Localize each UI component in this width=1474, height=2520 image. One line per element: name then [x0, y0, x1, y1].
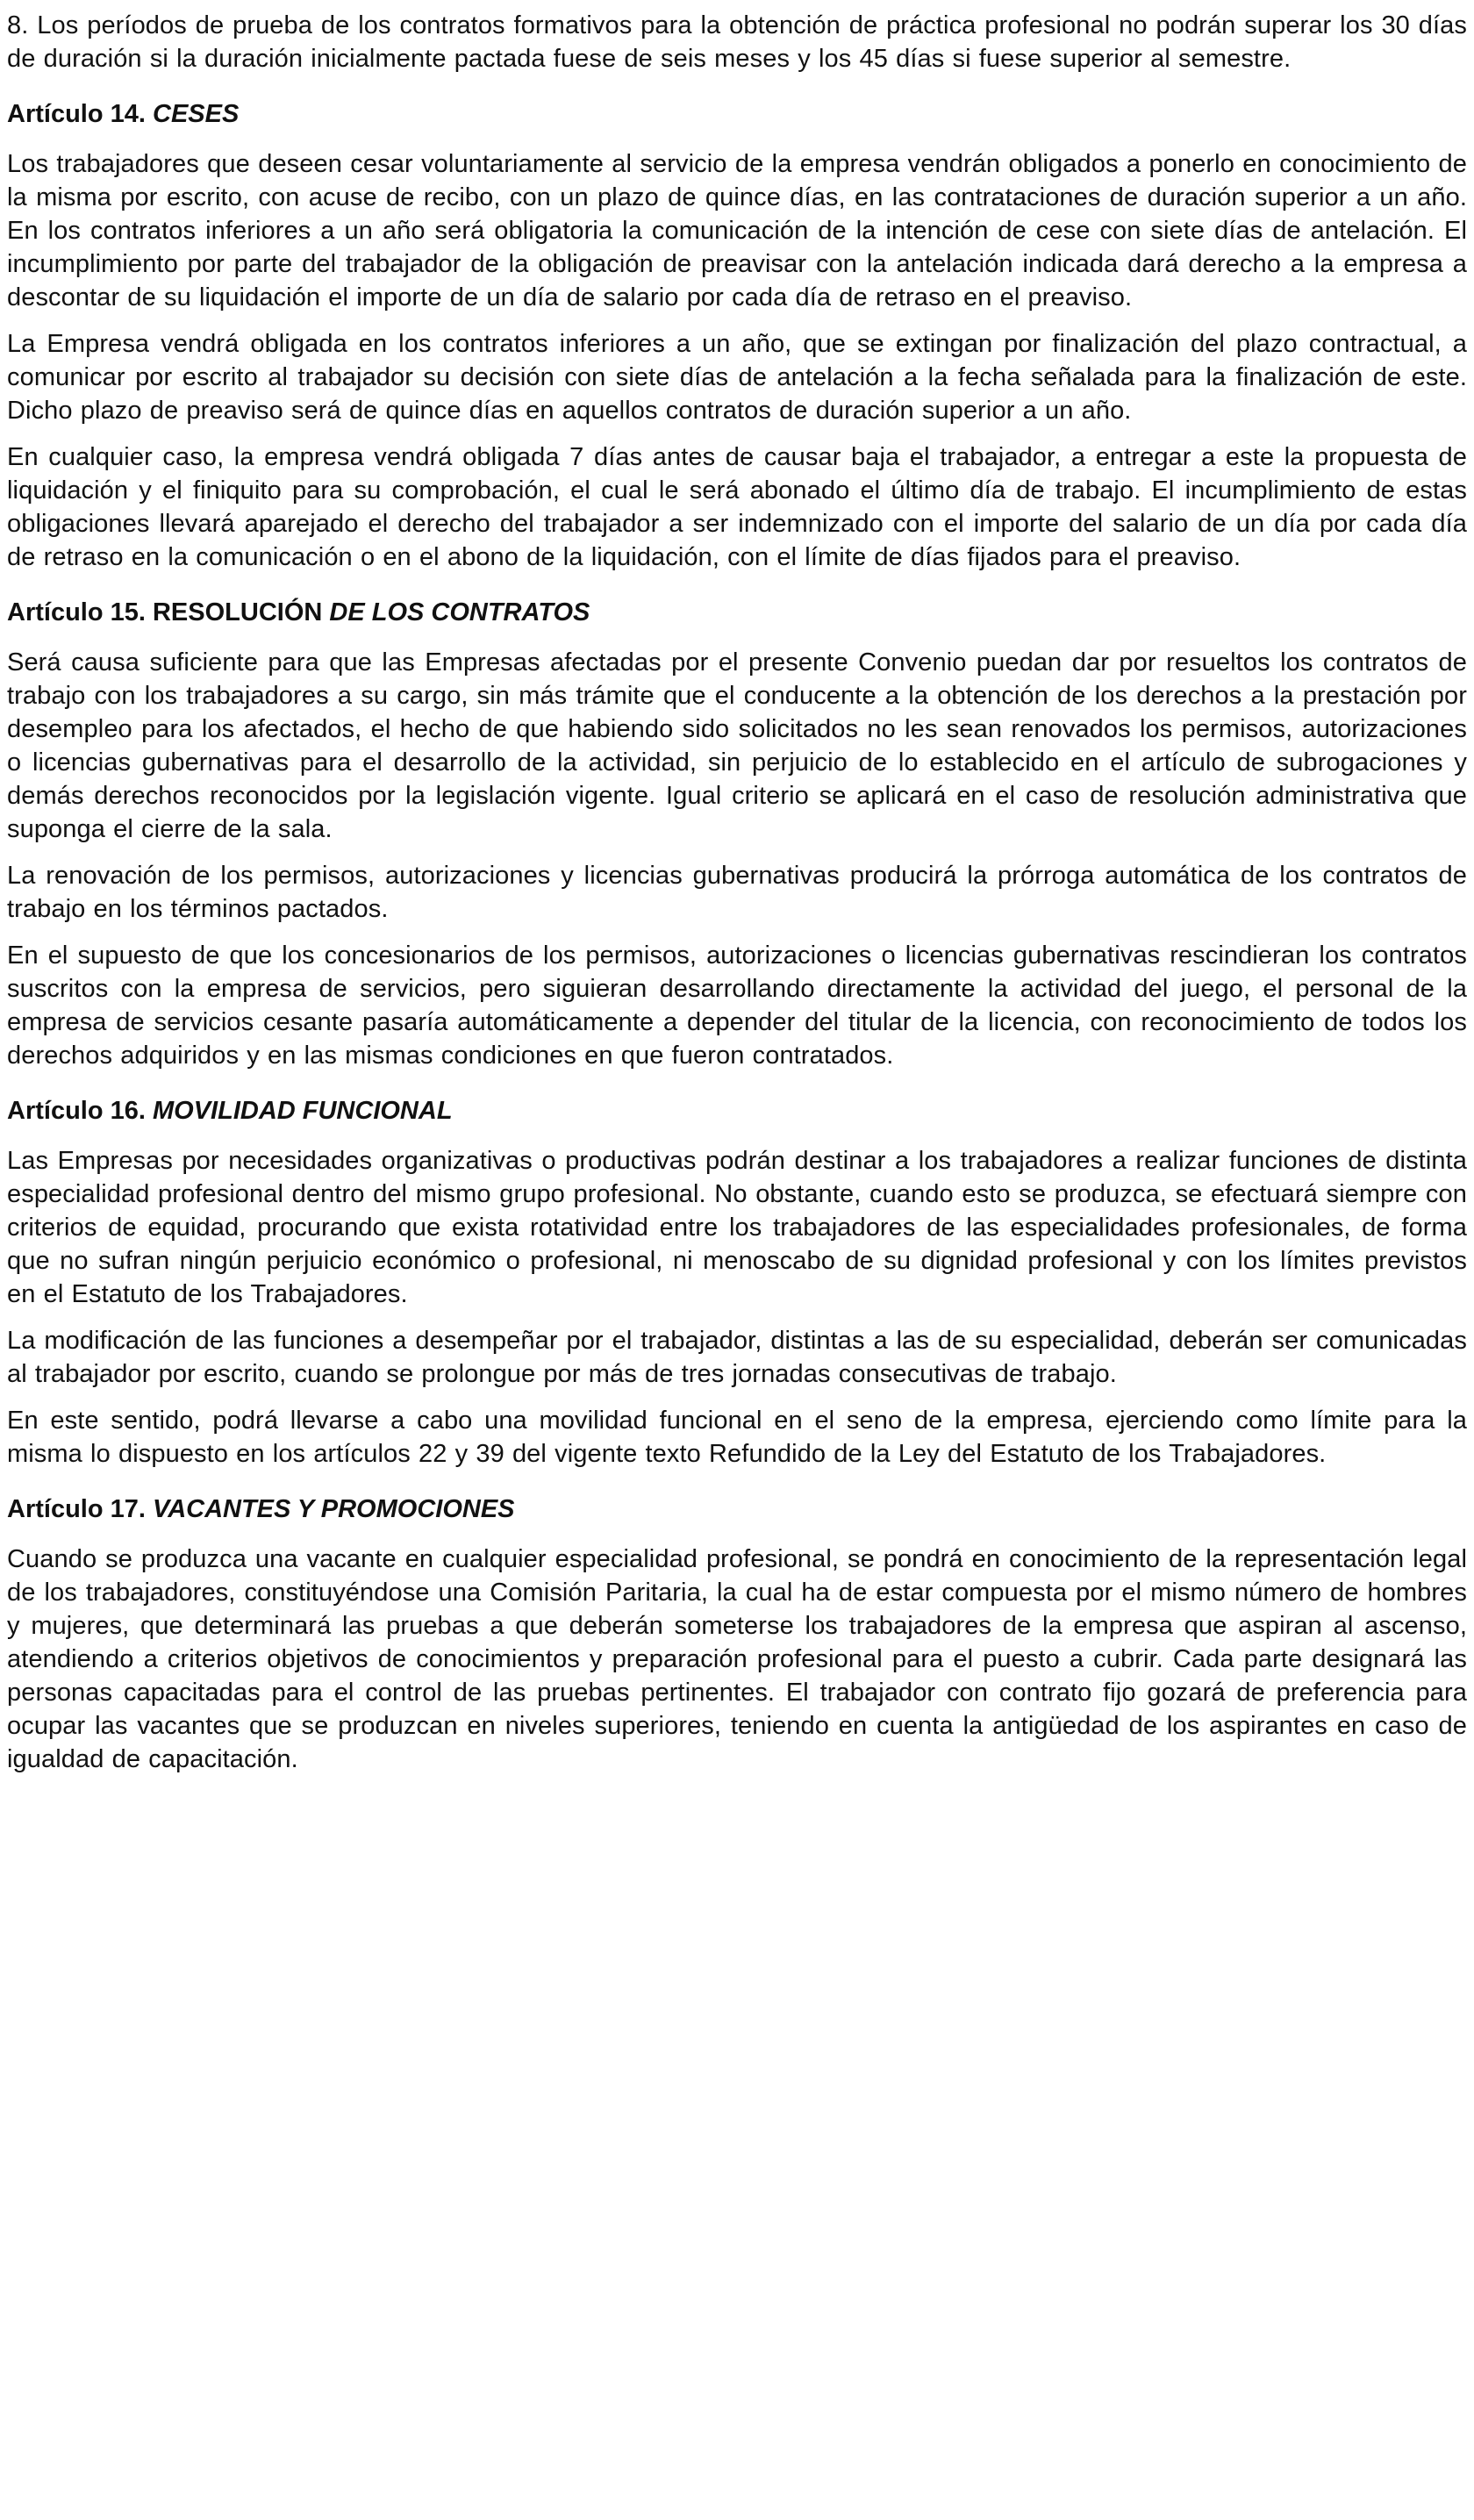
- article-title: CESES: [153, 100, 240, 128]
- paragraph: Las Empresas por necesidades organizativas o productivas podrán destinar a los trabajadores a realizar funciones de distinta especialidad profesional dentro del mismo grupo profesional. No obstante, cuando esto se produzca, se efectuará siempre con criterios de equidad, procurando que exista rotatividad entre los trabajadores de las especialidades profesionales, de forma que no sufran ningún perjuicio económico o profesional, ni menoscabo de su dignidad profesional y con los límites previstos en el Estatuto de los Trabajadores.: [7, 1147, 1467, 1308]
- paragraph: Cuando se produzca una vacante en cualquier especialidad profesional, se pondrá en conocimiento de la representación legal de los trabajadores, constituyéndose una Comisión Paritaria, la cual ha de estar compuesta por el mismo número de hombres y mujeres, que determinará las pruebas a que deberán someterse los trabajadores de la empresa que aspiran al ascenso, atendiendo a criterios objetivos de conocimientos y preparación profesional para el puesto a cubrir. Cada parte designará las personas capacitadas para el control de las pruebas pertinentes. El trabajador con contrato fijo gozará de preferencia para ocupar las vacantes que se produzcan en niveles superiores, teniendo en cuenta la antigüedad de los aspirantes en caso de igualdad de capacitación.: [7, 1545, 1467, 1773]
- paragraph: Será causa suficiente para que las Empresas afectadas por el presente Convenio puedan dar por resueltos los contratos de trabajo con los trabajadores a su cargo, sin más trámite que el conducente a la obtención de los derechos a la prestación por desempleo para los afectados, el hecho de que habiendo sido solicitados no les sean renovados los permisos, autorizaciones o licencias gubernativas para el desarrollo de la actividad, sin perjuicio de lo establecido en el artículo de subrogaciones y demás derechos reconocidos por la legislación vigente. Igual criterio se aplicará en el caso de resolución administrativa que suponga el cierre de la sala.: [7, 648, 1467, 843]
- article-label: Artículo 14.: [7, 100, 153, 128]
- article-heading: [7, 596, 1467, 629]
- paragraph: La Empresa vendrá obligada en los contratos inferiores a un año, que se extingan por finalización del plazo contractual, a comunicar por escrito al trabajador su decisión con siete días de antelación a la fecha señalada para la finalización de este. Dicho plazo de preaviso será de quince días en aquellos contratos de duración superior a un año.: [7, 330, 1467, 425]
- paragraph: En cualquier caso, la empresa vendrá obligada 7 días antes de causar baja el trabajador, a entregar a este la propuesta de liquidación y el finiquito para su comprobación, el cual le será abonado el último día de trabajo. El incumplimiento de estas obligaciones llevará aparejado el derecho del trabajador a ser indemnizado con el importe del salario de un día por cada día de retraso en la comunicación o en el abono de la liquidación, con el límite de días fijados para el preaviso.: [7, 443, 1467, 571]
- article-title: DE LOS CONTRATOS: [329, 598, 590, 626]
- paragraph: En el supuesto de que los concesionarios de los permisos, autorizaciones o licencias gubernativas rescindieran los contratos suscritos con la empresa de servicios, pero siguieran desarrollando directamente la actividad del juego, el personal de la empresa de servicios cesante pasaría automáticamente a depender del titular de la licencia, con reconocimiento de todos los derechos adquiridos y en las mismas condiciones en que fueron contratados.: [7, 941, 1467, 1070]
- article-title: MOVILIDAD FUNCIONAL: [153, 1097, 453, 1125]
- article-heading: [7, 1493, 1467, 1526]
- article-label: Artículo 15. RESOLUCIÓN: [7, 598, 330, 626]
- article-label: Artículo 17.: [7, 1495, 153, 1523]
- article-heading: [7, 1094, 1467, 1128]
- article-heading: [7, 97, 1467, 131]
- article-label: Artículo 16.: [7, 1097, 153, 1125]
- paragraph: En este sentido, podrá llevarse a cabo una movilidad funcional en el seno de la empresa, ejerciendo como límite para la misma lo dispuesto en los artículos 22 y 39 del vigente texto Refundido de la Ley del Estatuto de los Trabajadores.: [7, 1407, 1467, 1468]
- paragraph: La modificación de las funciones a desempeñar por el trabajador, distintas a las de su especialidad, deberán ser comunicadas al trabajador por escrito, cuando se prolongue por más de tres jornadas consecutivas de trabajo.: [7, 1327, 1467, 1388]
- paragraph: 8. Los períodos de prueba de los contratos formativos para la obtención de práctica profesional no podrán superar los 30 días de duración si la duración inicialmente pactada fuese de seis meses y los 45 días si fuese superior al semestre.: [7, 11, 1467, 73]
- article-title: VACANTES Y PROMOCIONES: [153, 1495, 515, 1523]
- paragraph: Los trabajadores que deseen cesar voluntariamente al servicio de la empresa vendrán obligados a ponerlo en conocimiento de la misma por escrito, con acuse de recibo, con un plazo de quince días, en las contrataciones de duración superior a un año. En los contratos inferiores a un año será obligatoria la comunicación de la intención de cese con siete días de antelación. El incumplimiento por parte del trabajador de la obligación de preavisar con la antelación indicada dará derecho a la empresa a descontar de su liquidación el importe de un día de salario por cada día de retraso en el preaviso.: [7, 150, 1467, 311]
- paragraph: La renovación de los permisos, autorizaciones y licencias gubernativas producirá la prórroga automática de los contratos de trabajo en los términos pactados.: [7, 862, 1467, 923]
